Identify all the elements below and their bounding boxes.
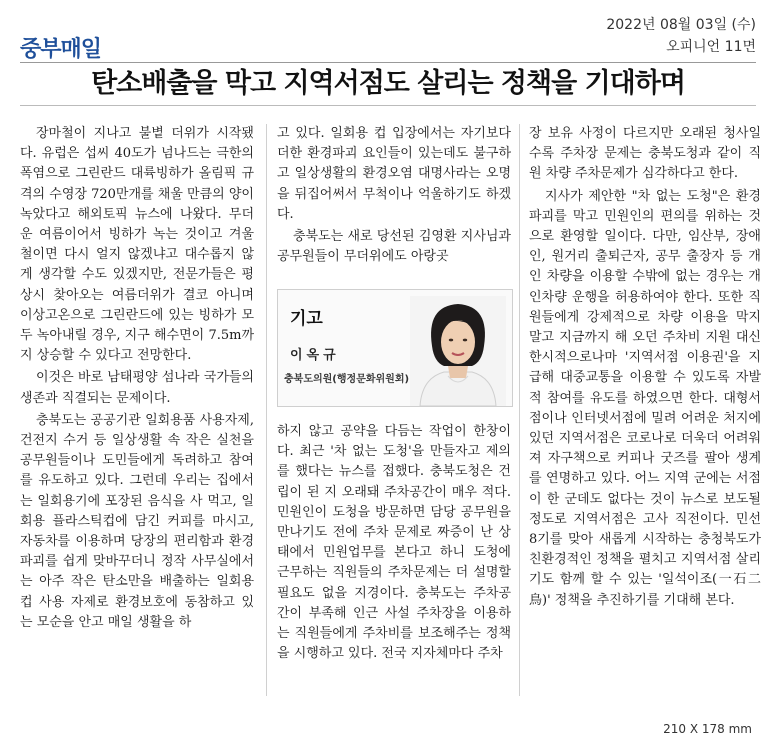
- section-page: 오피니언 11면: [666, 39, 756, 55]
- paragraph: 충북도는 공공기관 일회용품 사용자제, 건전지 수거 등 일상생활 속 작은 실천을 공무원들이나 도민들에게 독려하고 참여를 유도하고 있다. 그런데 우리는 집에서는 일회용기에 포장된 음식을 사 먹고, 일회용 플라스틱컵에 담긴 커피를 마시고, 자동차를 이용하며 당장의 편리함과 환경파괴를 쉽게 맞바꾸더니 정작 사무실에서는 아주 작은 탄소만을 배출하는 일회용 컵 사용 자제로 환경보호에 동참하고 있는 모순을 안고 매일 생활을 하: [20, 412, 254, 630]
- column-divider: [519, 124, 520, 696]
- paragraph: 장 보유 사정이 다르지만 오래된 청사일수록 주차장 문제는 충북도청과 같이 직원 차량 주차문제가 심각하다고 한다.: [529, 126, 761, 182]
- paragraph: 지사가 제안한 "차 없는 도청"은 환경파괴를 막고 민원인의 편의를 위하는 것으로 환영할 일이다. 다만, 임산부, 장애인, 원거리 출퇴근자, 공무 출장자 등 개인 차량을 이용할 수밖에 없는 경우는 개인차량 운행을 허용하여야 한다. 또한 직원들에게 강제적으로 차량 이용을 막지 말고 지금까지 해 오던 주차비 지원 대신 한시적으로나마 '지역서점 이용권'을 지급해 대중교통을 이용할 수 있도록 자발적 참여를 유도를 하였으면 한다. 대형서점이나 인터넷서점에 밀려 어려운 처지에 있던 지역서점은 코로나로 더욱더 어려워져 자구책으로 커피나 굿즈를 팔아 생계를 연명하고 있다. 어느 지역 군에는 서점이 한 군데도 없다는 것이 뉴스로 보도될 정도로 지역서점은 고사 직전이다. 민선 8기를 맞아 새롭게 시작하는 충청북도가 친환경적인 정책을 펼치고 지역서점 살리기도 함께 할 수 있는 '일석이조(一石二鳥)' 정책을 추진하기를 기대해 본다.: [529, 188, 761, 608]
- article-headline: 탄소배출을 막고 지역서점도 살리는 정책을 기대하며: [91, 68, 685, 99]
- paragraph: 장마철이 지나고 불볕 더위가 시작됐다. 유럽은 섭씨 40도가 넘나드는 극한의 폭염으로 그린란드 대륙빙하가 올림픽 규격의 수영장 720만개를 채울 만큼의 양이 녹았다고 해외토픽 뉴스에 나왔다. 무더운 여름이어서 빙하가 녹는 것이고 겨울철이면 다시 얼지 않겠냐고 대수롭지 않게 생각할 수도 있겠지만, 전문가들은 평상시 찾아오는 여름더위가 결코 아니며 이상고온으로 그린란드에 있는 빙하가 모두 녹아내릴 경우, 지구 해수면이 7.5m까지 상승할 수 있다고 전망한다.: [20, 126, 254, 364]
- author-portrait-photo: [410, 296, 506, 406]
- publication-date: 2022년 08월 03일 (수): [606, 17, 756, 33]
- headline-rule: [20, 105, 756, 106]
- contributor-box: [277, 289, 513, 407]
- author-name: 이옥규: [290, 348, 340, 363]
- paragraph: 충북도는 새로 당선된 김영환 지사님과 공무원들이 무더위에도 아랑곳: [277, 229, 511, 265]
- article-column-3: [529, 124, 761, 611]
- article-column-1: [20, 124, 254, 633]
- article-column-2-top: [277, 124, 511, 267]
- paragraph: 이것은 바로 남태평양 섬나라 국가들의 생존과 직결되는 문제이다.: [20, 370, 254, 406]
- author-role: 충북도의원(행정문화위원회): [284, 374, 410, 385]
- clipping-dimensions: 210 X 178 mm: [663, 722, 752, 736]
- newspaper-masthead: 중부매일: [20, 37, 102, 62]
- contribution-label: 기고: [290, 309, 323, 329]
- article-column-2-bottom: [277, 422, 511, 664]
- column-divider: [266, 124, 267, 696]
- paragraph: 하지 않고 공약을 다듬는 작업이 한창이다. 최근 '차 없는 도청'을 만들자고 제의를 했다는 뉴스를 접했다. 충북도청은 건립이 된 지 오래돼 주차공간이 매우 적다. 민원인이 도청을 방문하면 담당 공무원을 만나기도 전에 주차 문제로 짜증이 난 상태에서 민원업무를 본다고 하니 도청에 근무하는 직원들의 주차문제는 더 설명할 필요도 없을 지경이다. 충북도는 주차공간이 부족해 인근 사설 주차장을 이용하는 직원들에게 주차비를 보조해주는 정책을 시행하고 있다. 전국 지자체마다 주차: [277, 424, 511, 662]
- top-rule: [20, 62, 756, 63]
- paragraph: 고 있다. 일회용 컵 입장에서는 자기보다 더한 환경파괴 요인들이 있는데도 불구하고 일상생활의 환경오염 대명사라는 오명을 뒤집어써서 무척이나 억울하기도 하겠다.: [277, 126, 511, 222]
